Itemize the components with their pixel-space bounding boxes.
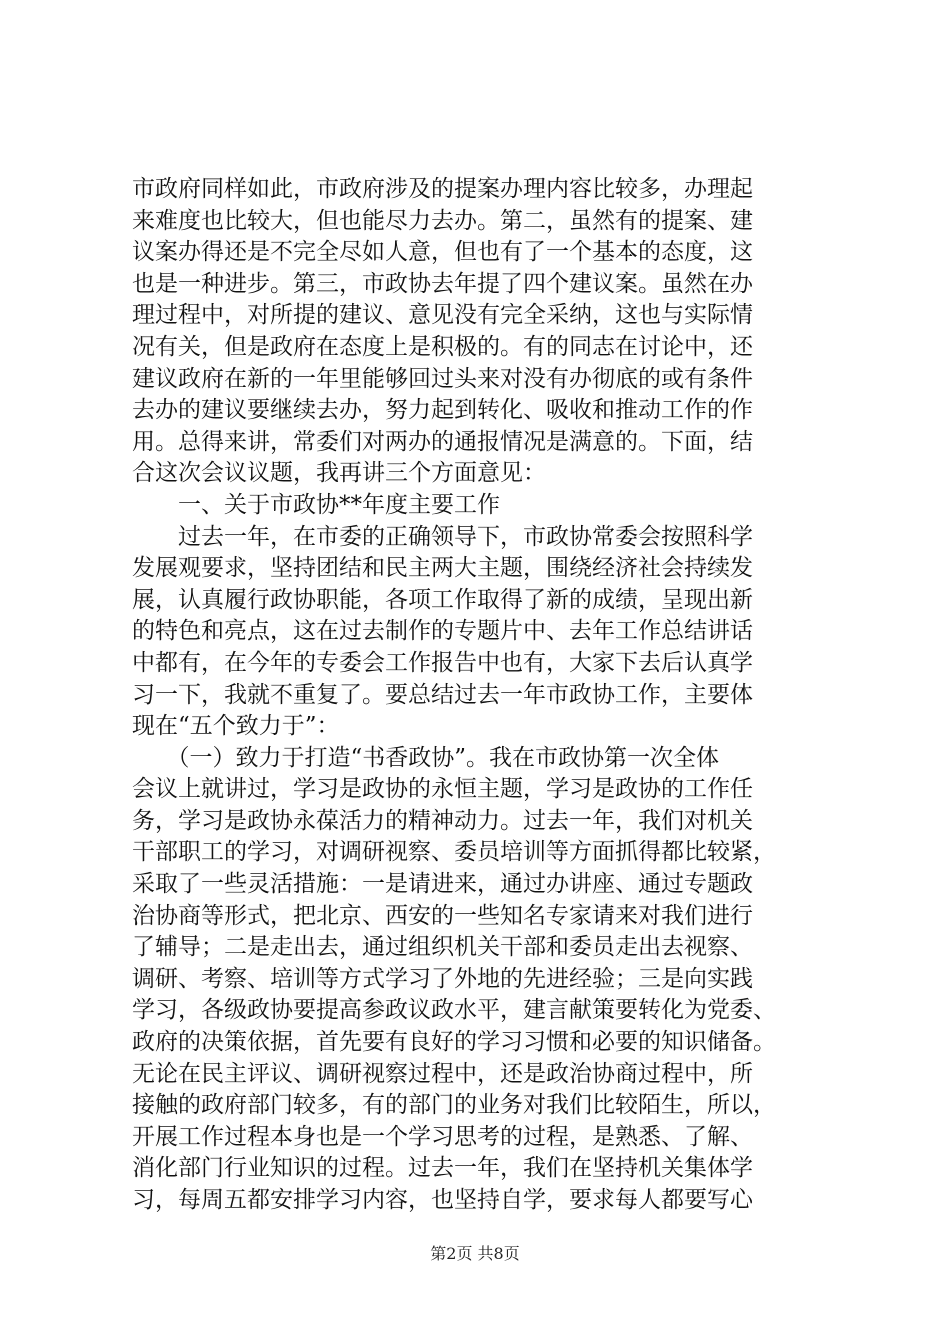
- text-line: 会议上就讲过，学习是政协的永恒主题，学习是政协的工作任: [132, 776, 753, 803]
- text-line: 的特色和亮点，这在过去制作的专题片中、去年工作总结讲话: [132, 618, 753, 645]
- text-line: 建议政府在新的一年里能够回过头来对没有办彻底的或有条件: [132, 365, 753, 392]
- text-line: 用。总得来讲，常委们对两办的通报情况是满意的。下面，结: [132, 428, 753, 455]
- text-line: 理过程中，对所提的建议、意见没有完全采纳，这也与实际情: [132, 302, 753, 329]
- subsection-line: （一）致力于打造“书香政协”。我在市政协第一次全体: [132, 744, 720, 771]
- text-line: 过去一年，在市委的正确领导下，市政协常委会按照科学: [132, 523, 753, 550]
- text-line: 习一下，我就不重复了。要总结过去一年市政协工作，主要体: [132, 681, 753, 708]
- text-line: 况有关，但是政府在态度上是积极的。有的同志在讨论中，还: [132, 333, 753, 360]
- text-line: 来难度也比较大，但也能尽力去办。第二，虽然有的提案、建: [132, 207, 753, 234]
- text-line: 接触的政府部门较多，有的部门的业务对我们比较陌生，所以，: [132, 1092, 776, 1119]
- text-line: 政府的决策依据，首先要有良好的学习习惯和必要的知识储备。: [132, 1029, 776, 1056]
- text-line: 采取了一些灵活措施：一是请进来，通过办讲座、通过专题政: [132, 871, 753, 898]
- text-line: 治协商等形式，把北京、西安的一些知名专家请来对我们进行: [132, 902, 753, 929]
- text-line: 发展观要求，坚持团结和民主两大主题，围绕经济社会持续发: [132, 555, 753, 582]
- text-line: 开展工作过程本身也是一个学习思考的过程，是熟悉、了解、: [132, 1123, 753, 1150]
- text-line: 议案办得还是不完全尽如人意，但也有了一个基本的态度，这: [132, 239, 753, 266]
- text-line: 习，每周五都安排学习内容，也坚持自学，要求每人都要写心: [132, 1187, 753, 1213]
- text-line: 调研、考察、培训等方式学习了外地的先进经验；三是向实践: [132, 965, 753, 992]
- text-line: 学习，各级政协要提高参政议政水平，建言献策要转化为党委、: [132, 997, 776, 1024]
- text-line: 也是一种进步。第三，市政协去年提了四个建议案。虽然在办: [132, 270, 753, 297]
- text-line: 消化部门行业知识的过程。过去一年，我们在坚持机关集体学: [132, 1155, 753, 1182]
- text-line: 合这次会议议题，我再讲三个方面意见：: [132, 460, 546, 487]
- section-heading: 一、关于市政协**年度主要工作: [132, 491, 500, 518]
- text-line: 无论在民主评议、调研视察过程中，还是政治协商过程中，所: [132, 1060, 753, 1087]
- text-line: 市政府同样如此，市政府涉及的提案办理内容比较多，办理起: [132, 176, 753, 202]
- document-body: [132, 174, 832, 1217]
- page-number-footer: 第2页 共8页: [430, 1244, 520, 1263]
- text-line: 了辅导；二是走出去，通过组织机关干部和委员走出去视察、: [132, 934, 753, 961]
- text-line: 展，认真履行政协职能，各项工作取得了新的成绩，呈现出新: [132, 586, 753, 613]
- text-line: 中都有，在今年的专委会工作报告中也有，大家下去后认真学: [132, 649, 753, 676]
- text-line: 务，学习是政协永葆活力的精神动力。过去一年，我们对机关: [132, 807, 753, 834]
- text-line: 现在“五个致力于”：: [132, 713, 340, 740]
- text-line: 干部职工的学习，对调研视察、委员培训等方面抓得都比较紧，: [132, 839, 776, 866]
- text-line: 去办的建议要继续去办，努力起到转化、吸收和推动工作的作: [132, 397, 753, 424]
